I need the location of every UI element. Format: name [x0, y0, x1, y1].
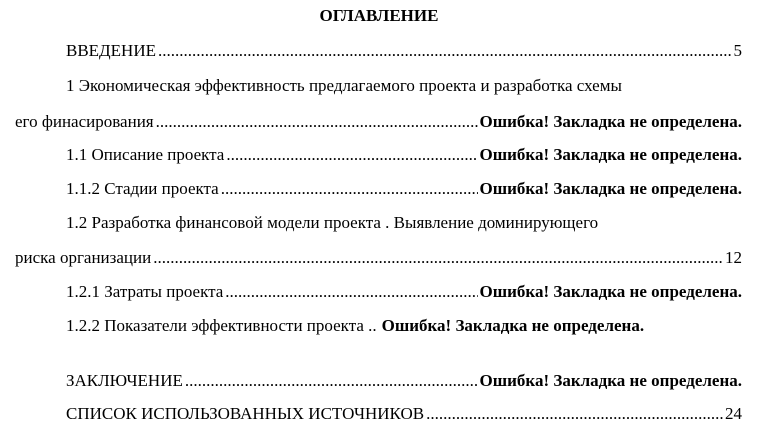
toc-leader-dots — [185, 371, 478, 391]
toc-page-number: 12 — [725, 248, 742, 267]
toc-entry-1-2-line1[interactable]: 1.2 Разработка финансовой модели проекта . Выявление доминирующего — [66, 213, 599, 232]
toc-leader-dots — [226, 145, 477, 165]
toc-leader-dots — [225, 282, 477, 302]
toc-leader-dots — [153, 248, 723, 268]
toc-error-message: Ошибка! Закладка не определена. — [479, 371, 742, 390]
toc-entry-1-1[interactable] — [66, 145, 742, 165]
toc-leader-dots — [156, 112, 478, 132]
toc-entry-introduction[interactable] — [66, 41, 742, 61]
toc-leader-dots — [426, 404, 723, 424]
toc-entry-text: риска организации — [15, 248, 152, 267]
toc-leader-dots — [158, 41, 732, 61]
toc-error-message: Ошибка! Закладка не определена. — [479, 112, 742, 131]
toc-entry-1-2[interactable] — [15, 248, 742, 268]
toc-entry-chapter1-line1[interactable]: 1 Экономическая эффективность предлагаемого проекта и разработка схемы — [66, 76, 622, 95]
toc-error-message: Ошибка! Закладка не определена. — [381, 316, 645, 335]
toc-page-number: 5 — [733, 41, 742, 60]
toc-entry-references[interactable] — [66, 404, 742, 424]
toc-entry-text: 1.1.2 Стадии проекта — [66, 179, 219, 198]
toc-entry-text: 1.1 Описание проекта — [66, 145, 225, 164]
toc-entry-chapter1[interactable] — [15, 112, 742, 132]
toc-entry-1-2-1[interactable] — [66, 282, 742, 302]
toc-entry-text: ЗАКЛЮЧЕНИЕ — [66, 371, 183, 390]
toc-entry-text: его финасирования — [15, 112, 154, 131]
toc-title: ОГЛАВЛЕНИЕ — [319, 6, 439, 25]
toc-leader-dots — [221, 179, 478, 199]
toc-error-message: Ошибка! Закладка не определена. — [479, 145, 742, 164]
toc-entry-text: ВВЕДЕНИЕ — [66, 41, 156, 60]
toc-entry-text: СПИСОК ИСПОЛЬЗОВАННЫХ ИСТОЧНИКОВ — [66, 404, 425, 423]
toc-entry-1-2-2[interactable] — [66, 316, 742, 336]
toc-entry-conclusion[interactable] — [66, 371, 742, 391]
toc-entry-1-1-2[interactable] — [66, 179, 742, 199]
toc-error-message: Ошибка! Закладка не определена. — [479, 179, 742, 198]
toc-error-message: Ошибка! Закладка не определена. — [479, 282, 742, 301]
toc-entry-text: 1.2.1 Затраты проекта — [66, 282, 224, 301]
toc-entry-text: 1.2.2 Показатели эффективности проекта .. — [66, 316, 377, 335]
toc-page-number: 24 — [725, 404, 742, 423]
